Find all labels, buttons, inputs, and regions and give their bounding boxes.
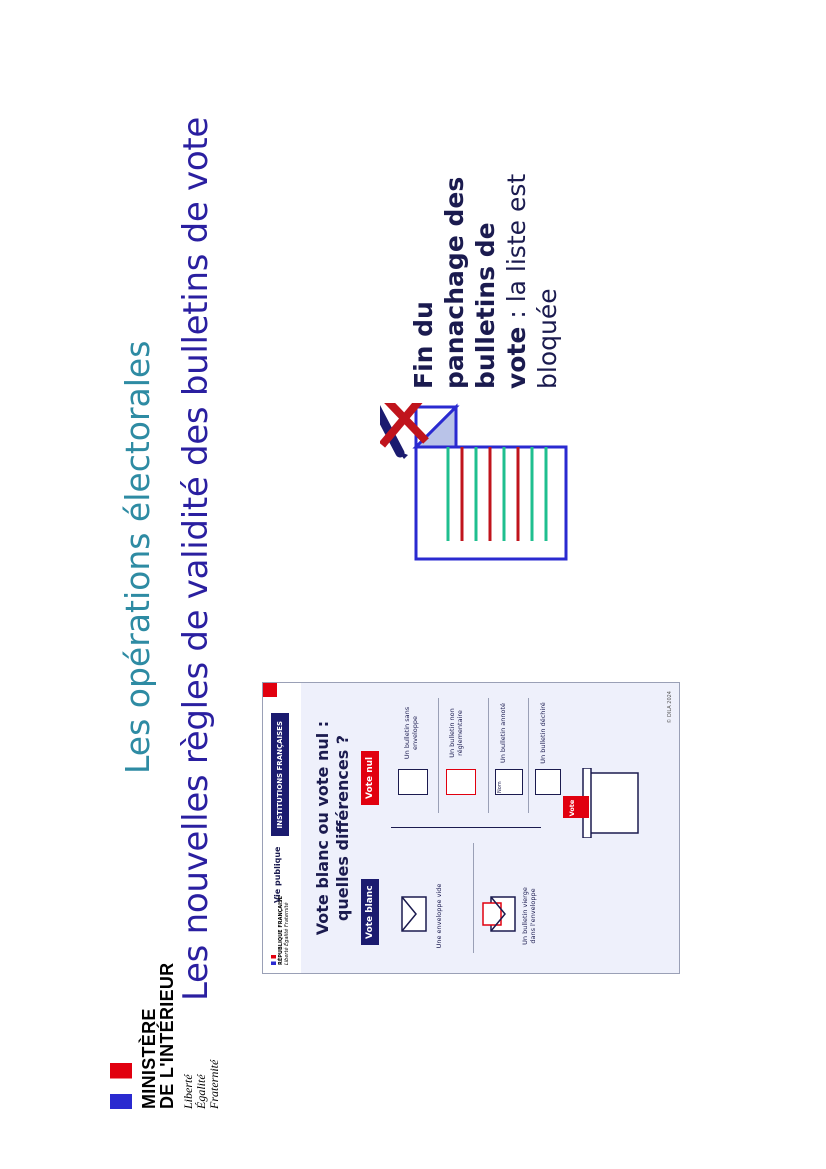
empty-envelope-icon <box>398 893 430 933</box>
ballot-no-envelope-icon <box>398 769 428 795</box>
urn-label: Vote <box>568 799 576 817</box>
locked-list-ballot-icon <box>380 403 570 563</box>
nul-item-torn: Un bulletin déchiré <box>539 702 547 764</box>
poster-red-corner <box>263 683 277 697</box>
nul-item-no-envelope: Un bulletin sans enveloppe <box>403 706 419 760</box>
blank-ballot-envelope-icon <box>481 893 517 933</box>
ministry-name: MINISTÈRE DE L'INTÉRIEUR <box>139 962 177 1109</box>
nul-item-non-regulatory: Un bulletin non réglementaire <box>448 708 464 758</box>
marianne-flag-icon <box>110 1063 132 1109</box>
page-subtitle: Les nouvelles règles de validité des bulletins de vote <box>176 116 216 1001</box>
republique-logo: RÉPUBLIQUE FRANÇAISE Liberté Égalité Fraternité <box>271 896 290 965</box>
vote-nul-label: Vote nul <box>361 751 379 805</box>
note-rest: : la liste est bloquée <box>502 173 562 389</box>
blanc-item-empty: Une enveloppe vide <box>435 883 443 949</box>
vie-publique-logo: Vie publique <box>273 846 282 903</box>
blanc-item-blank-ballot: Un bulletin vierge dans l'enveloppe <box>521 887 537 945</box>
poster-headline: Vote blanc ou vote nul : quelles différences ? <box>313 720 352 936</box>
non-regulatory-ballot-icon <box>446 769 476 795</box>
vote-poster <box>262 682 680 974</box>
category-badge: INSTITUTIONS FRANÇAISES <box>271 713 289 836</box>
vote-blanc-label: Vote blanc <box>361 879 379 945</box>
republic-motto: Liberté Égalité Fraternité <box>181 1059 221 1109</box>
poster-copyright: © DILA 2024 <box>667 691 673 724</box>
annotated-ballot-icon: Nom <box>495 769 523 795</box>
note-bold: Fin du panachage des bulletins de vote <box>409 176 531 389</box>
torn-ballot-icon <box>535 769 561 795</box>
page-title: Les opérations électorales <box>118 340 157 774</box>
panachage-note <box>408 159 563 389</box>
nul-item-annotated: Un bulletin annoté <box>499 702 507 764</box>
